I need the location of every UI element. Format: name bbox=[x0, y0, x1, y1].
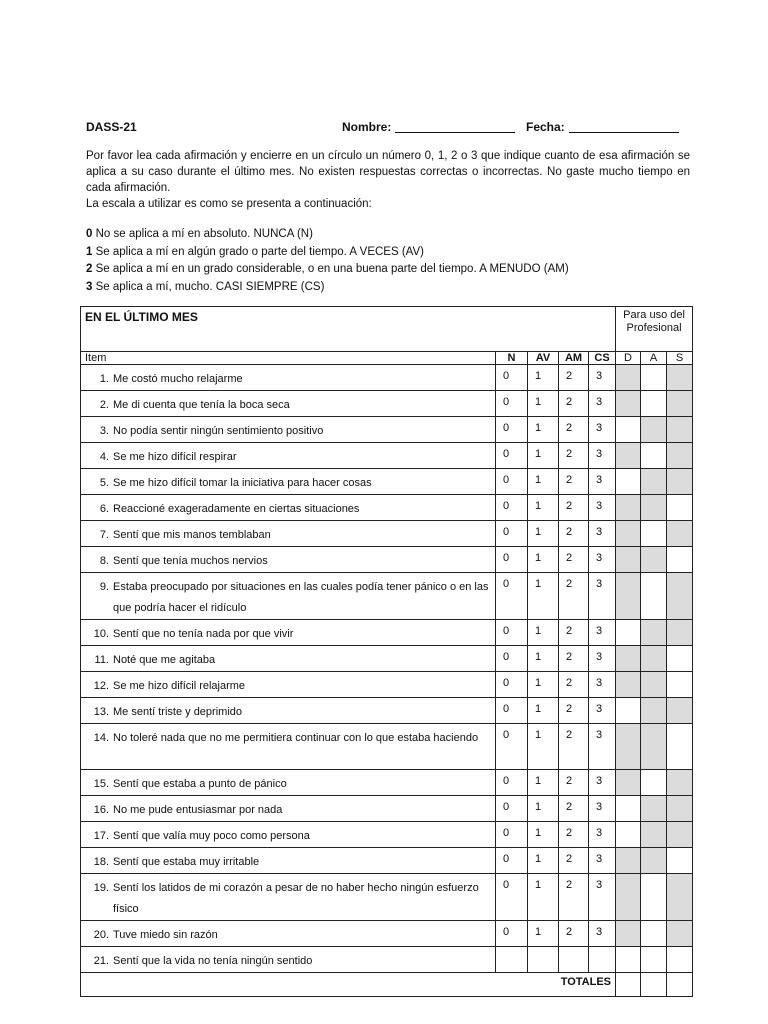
item-statement bbox=[81, 417, 496, 443]
response-option-am[interactable]: 2 bbox=[559, 443, 589, 469]
response-option-av[interactable] bbox=[528, 947, 559, 973]
response-option-am[interactable]: 2 bbox=[559, 521, 589, 547]
item-number: 8. bbox=[99, 555, 109, 567]
nombre-label: Nombre: bbox=[342, 120, 392, 134]
response-option-cs[interactable]: 3 bbox=[589, 848, 616, 874]
item-statement bbox=[81, 495, 496, 521]
response-option-av[interactable]: 1 bbox=[528, 547, 559, 573]
response-option-n[interactable]: 0 bbox=[496, 521, 528, 547]
response-option-av[interactable]: 1 bbox=[528, 646, 559, 672]
professional-cell-s bbox=[667, 874, 693, 921]
response-option-am[interactable] bbox=[559, 947, 589, 973]
item-number: 1. bbox=[99, 373, 109, 385]
header-am: AM bbox=[559, 352, 589, 365]
professional-cell-s bbox=[667, 770, 693, 796]
scale-value: 3 bbox=[86, 280, 93, 293]
item-statement bbox=[81, 724, 496, 770]
item-text: No podía sentir ningún sentimiento positivo bbox=[113, 425, 324, 437]
response-option-am[interactable]: 2 bbox=[559, 365, 589, 391]
header-a: A bbox=[641, 352, 667, 365]
form-header bbox=[86, 120, 692, 138]
response-option-av[interactable]: 1 bbox=[528, 417, 559, 443]
scale-value: 0 bbox=[86, 228, 93, 240]
response-option-cs[interactable]: 3 bbox=[589, 443, 616, 469]
scale-item bbox=[86, 244, 690, 262]
professional-cell-s bbox=[667, 417, 693, 443]
professional-cell-s bbox=[667, 391, 693, 417]
item-number: 2. bbox=[99, 399, 109, 411]
header-s: S bbox=[667, 352, 693, 365]
table-row bbox=[81, 921, 693, 947]
table-row bbox=[81, 947, 693, 973]
table-row bbox=[81, 672, 693, 698]
response-option-n[interactable]: 0 bbox=[496, 796, 528, 822]
professional-cell-a bbox=[641, 391, 667, 417]
professional-cell-d bbox=[616, 365, 641, 391]
item-statement bbox=[81, 391, 496, 417]
item-text: Tuve miedo sin razón bbox=[113, 929, 218, 941]
response-option-n[interactable]: 0 bbox=[496, 822, 528, 848]
response-option-cs[interactable]: 3 bbox=[589, 822, 616, 848]
item-text: Me sentí triste y deprimido bbox=[113, 706, 242, 718]
response-option-cs[interactable]: 3 bbox=[589, 417, 616, 443]
professional-cell-a bbox=[641, 724, 667, 770]
table-row bbox=[81, 698, 693, 724]
response-option-n[interactable]: 0 bbox=[496, 770, 528, 796]
item-statement bbox=[81, 698, 496, 724]
item-statement bbox=[81, 921, 496, 947]
professional-cell-s bbox=[667, 646, 693, 672]
response-option-n[interactable]: 0 bbox=[496, 620, 528, 646]
item-text: Sentí que estaba muy irritable bbox=[113, 856, 260, 868]
table-row bbox=[81, 796, 693, 822]
professional-use-header: Para uso del Profesional bbox=[616, 307, 693, 352]
scale-text: Se aplica a mí en un grado considerable, o en una buena parte del tiempo. A MENUDO (AM) bbox=[95, 263, 569, 275]
professional-cell-d bbox=[616, 443, 641, 469]
response-option-cs[interactable]: 3 bbox=[589, 921, 616, 947]
item-statement bbox=[81, 848, 496, 874]
professional-cell-d bbox=[616, 469, 641, 495]
professional-cell-d bbox=[616, 698, 641, 724]
table-row bbox=[81, 848, 693, 874]
response-option-cs[interactable]: 3 bbox=[589, 646, 616, 672]
response-option-av[interactable]: 1 bbox=[528, 672, 559, 698]
professional-cell-a bbox=[641, 365, 667, 391]
item-number: 9. bbox=[99, 581, 109, 593]
scale-intro: La escala a utilizar es como se presenta a continuación: bbox=[86, 198, 372, 210]
questionnaire-table bbox=[80, 306, 693, 997]
professional-cell-a bbox=[641, 620, 667, 646]
table-row bbox=[81, 724, 693, 770]
professional-cell-d bbox=[616, 672, 641, 698]
response-option-av[interactable]: 1 bbox=[528, 822, 559, 848]
professional-cell-d bbox=[616, 573, 641, 620]
header-av: AV bbox=[528, 352, 559, 365]
total-cell-s bbox=[667, 973, 693, 997]
item-number: 17. bbox=[93, 830, 109, 842]
response-option-am[interactable]: 2 bbox=[559, 417, 589, 443]
column-header-row bbox=[81, 352, 693, 365]
professional-cell-s bbox=[667, 947, 693, 973]
response-option-cs[interactable]: 3 bbox=[589, 874, 616, 921]
response-option-cs[interactable]: 3 bbox=[589, 724, 616, 770]
item-statement bbox=[81, 365, 496, 391]
response-option-am[interactable]: 2 bbox=[559, 672, 589, 698]
response-option-am[interactable]: 2 bbox=[559, 620, 589, 646]
table-row bbox=[81, 874, 693, 921]
scale-item bbox=[86, 226, 690, 244]
response-option-av[interactable]: 1 bbox=[528, 724, 559, 770]
professional-cell-a bbox=[641, 796, 667, 822]
item-number: 18. bbox=[93, 856, 109, 868]
response-option-cs[interactable]: 3 bbox=[589, 469, 616, 495]
item-text: No toleré nada que no me permitiera continuar con lo que estaba haciendo bbox=[113, 732, 479, 744]
professional-cell-s bbox=[667, 848, 693, 874]
item-number: 21. bbox=[93, 955, 109, 967]
response-option-cs[interactable] bbox=[589, 947, 616, 973]
item-text: Estaba preocupado por situaciones en las cuales podía tener pánico o en las que podría hacer el ridículo bbox=[113, 581, 489, 614]
table-row bbox=[81, 822, 693, 848]
fecha-label: Fecha: bbox=[526, 120, 565, 134]
response-option-av[interactable]: 1 bbox=[528, 573, 559, 620]
professional-cell-d bbox=[616, 521, 641, 547]
table-title: EN EL ÚLTIMO MES bbox=[81, 307, 616, 352]
professional-cell-a bbox=[641, 672, 667, 698]
item-number: 3. bbox=[99, 425, 109, 437]
table-row bbox=[81, 391, 693, 417]
item-column-header: Item bbox=[81, 352, 496, 365]
response-option-am[interactable]: 2 bbox=[559, 495, 589, 521]
item-statement bbox=[81, 547, 496, 573]
item-number: 19. bbox=[93, 882, 109, 894]
scale-text: No se aplica a mí en absoluto. NUNCA (N) bbox=[95, 228, 313, 240]
table-row bbox=[81, 620, 693, 646]
table-row bbox=[81, 365, 693, 391]
scale-value: 2 bbox=[86, 263, 93, 275]
header-n: N bbox=[496, 352, 528, 365]
professional-cell-d bbox=[616, 391, 641, 417]
item-text: Se me hizo difícil respirar bbox=[113, 451, 237, 463]
item-statement bbox=[81, 521, 496, 547]
professional-cell-s bbox=[667, 921, 693, 947]
response-option-n[interactable] bbox=[496, 947, 528, 973]
response-option-am[interactable]: 2 bbox=[559, 822, 589, 848]
response-option-av[interactable]: 1 bbox=[528, 874, 559, 921]
item-statement bbox=[81, 620, 496, 646]
response-option-am[interactable]: 2 bbox=[559, 646, 589, 672]
item-text: Sentí que estaba a punto de pánico bbox=[113, 778, 287, 790]
item-statement bbox=[81, 573, 496, 620]
response-option-cs[interactable]: 3 bbox=[589, 521, 616, 547]
item-number: 12. bbox=[93, 680, 109, 692]
response-option-cs[interactable]: 3 bbox=[589, 698, 616, 724]
item-number: 10. bbox=[93, 628, 109, 640]
professional-cell-s bbox=[667, 495, 693, 521]
response-option-av[interactable]: 1 bbox=[528, 921, 559, 947]
item-number: 16. bbox=[93, 804, 109, 816]
response-option-n[interactable]: 0 bbox=[496, 724, 528, 770]
professional-cell-s bbox=[667, 521, 693, 547]
scale-text: Se aplica a mí en algún grado o parte del tiempo. A VECES (AV) bbox=[95, 245, 424, 258]
response-option-am[interactable]: 2 bbox=[559, 573, 589, 620]
response-option-av[interactable]: 1 bbox=[528, 620, 559, 646]
form-code: DASS-21 bbox=[86, 120, 137, 134]
professional-cell-s bbox=[667, 469, 693, 495]
response-option-n[interactable]: 0 bbox=[496, 365, 528, 391]
item-number: 7. bbox=[99, 529, 109, 541]
item-statement bbox=[81, 672, 496, 698]
response-option-av[interactable]: 1 bbox=[528, 848, 559, 874]
response-option-av[interactable]: 1 bbox=[528, 796, 559, 822]
professional-cell-a bbox=[641, 947, 667, 973]
professional-cell-a bbox=[641, 848, 667, 874]
item-statement bbox=[81, 947, 496, 973]
professional-cell-s bbox=[667, 822, 693, 848]
item-text: Reaccioné exageradamente en ciertas situaciones bbox=[113, 503, 360, 515]
professional-cell-d bbox=[616, 417, 641, 443]
response-option-av[interactable]: 1 bbox=[528, 770, 559, 796]
item-text: Noté que me agitaba bbox=[113, 654, 216, 666]
professional-cell-d bbox=[616, 770, 641, 796]
response-option-cs[interactable]: 3 bbox=[589, 796, 616, 822]
response-option-cs[interactable]: 3 bbox=[589, 547, 616, 573]
scale-text: Se aplica a mí, mucho. CASI SIEMPRE (CS) bbox=[95, 280, 325, 293]
professional-cell-s bbox=[667, 698, 693, 724]
item-number: 15. bbox=[93, 778, 109, 790]
total-cell-a bbox=[641, 973, 667, 997]
professional-cell-d bbox=[616, 796, 641, 822]
response-option-n[interactable]: 0 bbox=[496, 573, 528, 620]
response-option-n[interactable]: 0 bbox=[496, 443, 528, 469]
nombre-blank[interactable] bbox=[395, 120, 515, 133]
response-option-n[interactable]: 0 bbox=[496, 469, 528, 495]
table-row bbox=[81, 469, 693, 495]
item-number: 14. bbox=[93, 732, 109, 744]
table-row bbox=[81, 495, 693, 521]
item-statement bbox=[81, 646, 496, 672]
scale-item bbox=[86, 261, 690, 279]
response-option-am[interactable]: 2 bbox=[559, 874, 589, 921]
item-number: 11. bbox=[94, 654, 109, 666]
table-row bbox=[81, 417, 693, 443]
response-option-av[interactable]: 1 bbox=[528, 521, 559, 547]
response-option-cs[interactable]: 3 bbox=[589, 770, 616, 796]
scale-value: 1 bbox=[86, 245, 93, 258]
table-row bbox=[81, 770, 693, 796]
item-statement bbox=[81, 874, 496, 921]
item-text: Sentí los latidos de mi corazón a pesar de no haber hecho ningún esfuerzo físico bbox=[113, 882, 479, 915]
item-text: Sentí que la vida no tenía ningún sentido bbox=[113, 955, 313, 967]
response-option-av[interactable]: 1 bbox=[528, 443, 559, 469]
totals-row bbox=[81, 973, 693, 997]
professional-cell-d bbox=[616, 547, 641, 573]
response-option-cs[interactable]: 3 bbox=[589, 672, 616, 698]
instructions-text: Por favor lea cada afirmación y encierre en un círculo un número 0, 1, 2 o 3 que indique cuanto de esa afirmación se aplica a su caso durante el último mes. No existen respuestas correctas o incorrectas. No gaste mucho tiempo en cada afirmación. bbox=[86, 150, 690, 194]
response-option-n[interactable]: 0 bbox=[496, 672, 528, 698]
response-option-cs[interactable]: 3 bbox=[589, 391, 616, 417]
response-option-cs[interactable]: 3 bbox=[589, 573, 616, 620]
response-option-av[interactable]: 1 bbox=[528, 495, 559, 521]
item-number: 20. bbox=[93, 929, 109, 941]
response-option-n[interactable]: 0 bbox=[496, 921, 528, 947]
professional-cell-a bbox=[641, 921, 667, 947]
item-text: Se me hizo difícil relajarme bbox=[113, 680, 246, 692]
professional-cell-a bbox=[641, 417, 667, 443]
professional-cell-a bbox=[641, 573, 667, 620]
professional-cell-s bbox=[667, 724, 693, 770]
response-option-av[interactable]: 1 bbox=[528, 365, 559, 391]
professional-cell-s bbox=[667, 365, 693, 391]
item-statement bbox=[81, 770, 496, 796]
table-row bbox=[81, 521, 693, 547]
item-text: Sentí que no tenía nada por que vivir bbox=[113, 628, 294, 640]
professional-cell-s bbox=[667, 443, 693, 469]
item-text: Me costó mucho relajarme bbox=[113, 373, 243, 385]
professional-cell-a bbox=[641, 874, 667, 921]
response-option-am[interactable]: 2 bbox=[559, 796, 589, 822]
professional-cell-d bbox=[616, 724, 641, 770]
professional-cell-s bbox=[667, 672, 693, 698]
professional-cell-a bbox=[641, 770, 667, 796]
professional-cell-d bbox=[616, 495, 641, 521]
total-cell-d bbox=[616, 973, 641, 997]
professional-cell-a bbox=[641, 443, 667, 469]
response-option-am[interactable]: 2 bbox=[559, 921, 589, 947]
item-number: 6. bbox=[99, 503, 109, 515]
item-statement bbox=[81, 796, 496, 822]
item-statement bbox=[81, 443, 496, 469]
item-number: 13. bbox=[93, 706, 109, 718]
response-option-am[interactable]: 2 bbox=[559, 547, 589, 573]
fecha-field[interactable] bbox=[526, 120, 679, 134]
response-option-am[interactable]: 2 bbox=[559, 469, 589, 495]
professional-cell-a bbox=[641, 822, 667, 848]
professional-cell-d bbox=[616, 620, 641, 646]
response-option-n[interactable]: 0 bbox=[496, 848, 528, 874]
response-option-av[interactable]: 1 bbox=[528, 469, 559, 495]
response-option-cs[interactable]: 3 bbox=[589, 365, 616, 391]
professional-cell-a bbox=[641, 646, 667, 672]
response-scale bbox=[86, 226, 690, 296]
response-option-cs[interactable]: 3 bbox=[589, 620, 616, 646]
professional-cell-d bbox=[616, 921, 641, 947]
response-option-av[interactable]: 1 bbox=[528, 698, 559, 724]
professional-cell-a bbox=[641, 698, 667, 724]
professional-cell-d bbox=[616, 822, 641, 848]
header-d: D bbox=[616, 352, 641, 365]
item-statement bbox=[81, 469, 496, 495]
response-option-av[interactable]: 1 bbox=[528, 391, 559, 417]
scale-item bbox=[86, 279, 690, 297]
table-row bbox=[81, 573, 693, 620]
totals-label: TOTALES bbox=[81, 973, 616, 997]
professional-cell-s bbox=[667, 547, 693, 573]
item-text: No me pude entusiasmar por nada bbox=[113, 804, 283, 816]
response-option-n[interactable]: 0 bbox=[496, 698, 528, 724]
item-text: Sentí que mis manos temblaban bbox=[113, 529, 271, 541]
response-option-am[interactable]: 2 bbox=[559, 848, 589, 874]
response-option-am[interactable]: 2 bbox=[559, 698, 589, 724]
table-row bbox=[81, 443, 693, 469]
table-row bbox=[81, 646, 693, 672]
header-cs: CS bbox=[589, 352, 616, 365]
response-option-n[interactable]: 0 bbox=[496, 495, 528, 521]
response-option-am[interactable]: 2 bbox=[559, 391, 589, 417]
professional-cell-s bbox=[667, 573, 693, 620]
item-statement bbox=[81, 822, 496, 848]
professional-cell-a bbox=[641, 495, 667, 521]
professional-cell-d bbox=[616, 947, 641, 973]
response-option-am[interactable]: 2 bbox=[559, 770, 589, 796]
instructions bbox=[86, 148, 690, 212]
item-text: Me di cuenta que tenía la boca seca bbox=[113, 399, 290, 411]
response-option-n[interactable]: 0 bbox=[496, 646, 528, 672]
item-number: 4. bbox=[99, 451, 109, 463]
professional-cell-a bbox=[641, 469, 667, 495]
item-number: 5. bbox=[99, 477, 109, 489]
item-text: Sentí que tenía muchos nervios bbox=[113, 555, 268, 567]
response-option-cs[interactable]: 3 bbox=[589, 495, 616, 521]
item-text: Se me hizo difícil tomar la iniciativa para hacer cosas bbox=[113, 477, 372, 489]
table-row bbox=[81, 547, 693, 573]
professional-cell-s bbox=[667, 796, 693, 822]
professional-cell-s bbox=[667, 620, 693, 646]
professional-cell-a bbox=[641, 547, 667, 573]
response-option-n[interactable]: 0 bbox=[496, 547, 528, 573]
nombre-field[interactable] bbox=[342, 120, 515, 134]
response-option-n[interactable]: 0 bbox=[496, 874, 528, 921]
professional-cell-d bbox=[616, 646, 641, 672]
professional-cell-d bbox=[616, 874, 641, 921]
professional-cell-d bbox=[616, 848, 641, 874]
response-option-am[interactable]: 2 bbox=[559, 724, 589, 770]
professional-cell-a bbox=[641, 521, 667, 547]
response-option-n[interactable]: 0 bbox=[496, 391, 528, 417]
response-option-n[interactable]: 0 bbox=[496, 417, 528, 443]
item-text: Sentí que valía muy poco como persona bbox=[113, 830, 310, 842]
fecha-blank[interactable] bbox=[569, 120, 679, 133]
